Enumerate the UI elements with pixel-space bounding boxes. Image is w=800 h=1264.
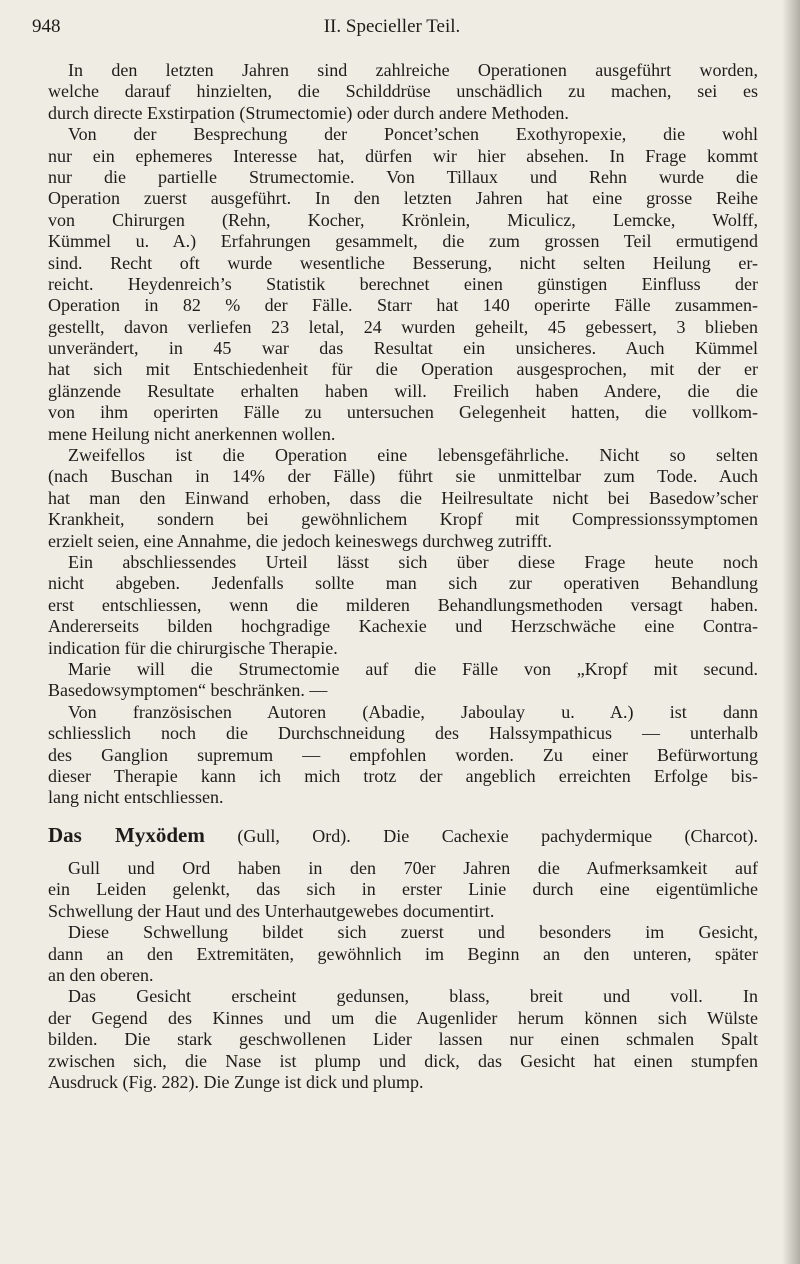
text-line: von Chirurgen (Rehn, Kocher, Krönlein, Miculicz, Lemcke, Wolff,: [48, 209, 758, 230]
paragraph: [48, 659, 758, 702]
text-line: erst entschliessen, wenn die milderen Behandlungsmethoden versagt haben.: [48, 594, 758, 615]
text-line: der Gegend des Kinnes und um die Augenlider herum können sich Wülste: [48, 1007, 758, 1028]
text-line: Andererseits bilden hochgradige Kachexie und Herzschwäche eine Contra-: [48, 616, 758, 637]
paragraph: [48, 445, 758, 552]
text-line: dann an den Extremitäten, gewöhnlich im Beginn an den unteren, später: [48, 943, 758, 964]
text-line: (nach Buschan in 14% der Fälle) führt sie unmittelbar zum Tode. Auch: [48, 466, 758, 487]
text-line: hat sich mit Entschiedenheit für die Operation ausgesprochen, mit der er: [48, 359, 758, 380]
text-line: Krankheit, sondern bei gewöhnlichem Kropf mit Compressionssymptomen: [48, 509, 758, 530]
text-line: Gull und Ord haben in den 70er Jahren die Aufmerksamkeit auf: [68, 858, 758, 879]
text-line: unverändert, in 45 war das Resultat ein unsicheres. Auch Kümmel: [48, 338, 758, 359]
body-text: [48, 60, 758, 1093]
text-line: erzielt seien, eine Annahme, die jedoch keineswegs durchweg zutrifft.: [48, 530, 552, 551]
section-title: Das Myxödem: [48, 822, 205, 847]
text-line: dieser Therapie kann ich mich trotz der angeblich erreichten Erfolge bis-: [48, 765, 758, 786]
text-line: Schwellung der Haut und des Unterhautgewebes documentirt.: [48, 900, 495, 921]
text-line: Basedowsymptomen“ beschränken. —: [48, 680, 328, 701]
text-line: bilden. Die stark geschwollenen Lider lassen nur einen schmalen Spalt: [48, 1029, 758, 1050]
text-line: glänzende Resultate erhalten haben will. Freilich haben Andere, die die: [48, 380, 758, 401]
section-heading: [48, 822, 759, 847]
paragraph: [48, 124, 758, 445]
page-number: 948: [32, 16, 61, 37]
text-line: Operation zuerst ausgeführt. In den letzten Jahren hat eine grosse Reihe: [48, 188, 758, 209]
text-line: sind. Recht oft wurde wesentliche Besserung, nicht selten Heilung er-: [48, 252, 758, 273]
text-line: reicht. Heydenreich’s Statistik berechnet einen günstigen Einfluss der: [48, 273, 758, 294]
text-line: nur die partielle Strumectomie. Von Tillaux und Rehn wurde die: [48, 166, 758, 187]
text-line: schliesslich noch die Durchschneidung des Halssympathicus — unterhalb: [48, 723, 758, 744]
text-line: Operation in 82 % der Fälle. Starr hat 140 operirte Fälle zusammen-: [48, 295, 758, 316]
text-line: hat man den Einwand erhoben, dass die Heilresultate nicht bei Basedow’scher: [48, 487, 758, 508]
paragraph: [48, 702, 758, 809]
text-line: Ein abschliessendes Urteil lässt sich über diese Frage heute noch: [68, 551, 758, 572]
paragraph: [48, 858, 758, 922]
text-line: an den oberen.: [48, 965, 154, 986]
text-line: nicht abgeben. Jedenfalls sollte man sich zur operativen Behandlung: [48, 573, 758, 594]
text-line: Zweifellos ist die Operation eine lebensgefährliche. Nicht so selten: [68, 445, 758, 466]
paragraph: [48, 60, 758, 124]
page-edge-shadow: [782, 0, 800, 1264]
text-line: Diese Schwellung bildet sich zuerst und besonders im Gesicht,: [68, 922, 758, 943]
text-line: gestellt, davon verliefen 23 letal, 24 wurden geheilt, 45 gebessert, 3 blieben: [48, 316, 758, 337]
text-line: lang nicht entschliessen.: [48, 787, 224, 808]
page-header: [32, 16, 752, 42]
text-line: mene Heilung nicht anerkennen wollen.: [48, 423, 336, 444]
text-line: durch directe Exstirpation (Strumectomie) oder durch andere Methoden.: [48, 102, 569, 123]
text-line: Das Gesicht erscheint gedunsen, blass, breit und voll. In: [68, 986, 758, 1007]
text-line: In den letzten Jahren sind zahlreiche Operationen ausgeführt worden,: [68, 60, 758, 80]
text-line: indication für die chirurgische Therapie.: [48, 637, 338, 658]
text-line: Ausdruck (Fig. 282). Die Zunge ist dick und plump.: [48, 1071, 424, 1092]
text-line: Von der Besprechung der Poncet’schen Exothyropexie, die wohl: [68, 124, 758, 145]
text-line: zwischen sich, die Nase ist plump und dick, das Gesicht hat einen stumpfen: [48, 1050, 758, 1071]
text-line: des Ganglion supremum — empfohlen worden. Zu einer Befürwortung: [48, 744, 758, 765]
text-line: welche darauf hinzielten, die Schilddrüse unschädlich zu machen, sei es: [48, 81, 758, 102]
text-line: Marie will die Strumectomie auf die Fälle von „Kropf mit secund.: [68, 658, 758, 679]
text-line: von ihm operirten Fälle zu untersuchen Gelegenheit hatten, die vollkom-: [48, 402, 758, 423]
running-head: II. Specieller Teil.: [323, 16, 461, 37]
section-subtitle: (Gull, Ord). Die Cachexie pachydermique (Charcot).: [237, 825, 759, 846]
paragraph: [48, 922, 758, 986]
text-line: ein Leiden gelenkt, das sich in erster Linie durch eine eigentümliche: [48, 879, 758, 900]
text-line: nur ein ephemeres Interesse hat, dürfen wir hier absehen. In Frage kommt: [48, 145, 758, 166]
paragraph: [48, 986, 758, 1093]
paragraph: [48, 552, 758, 659]
text-line: Kümmel u. A.) Erfahrungen gesammelt, die zum grossen Teil ermutigend: [48, 231, 758, 252]
text-line: Von französischen Autoren (Abadie, Jaboulay u. A.) ist dann: [68, 701, 758, 722]
